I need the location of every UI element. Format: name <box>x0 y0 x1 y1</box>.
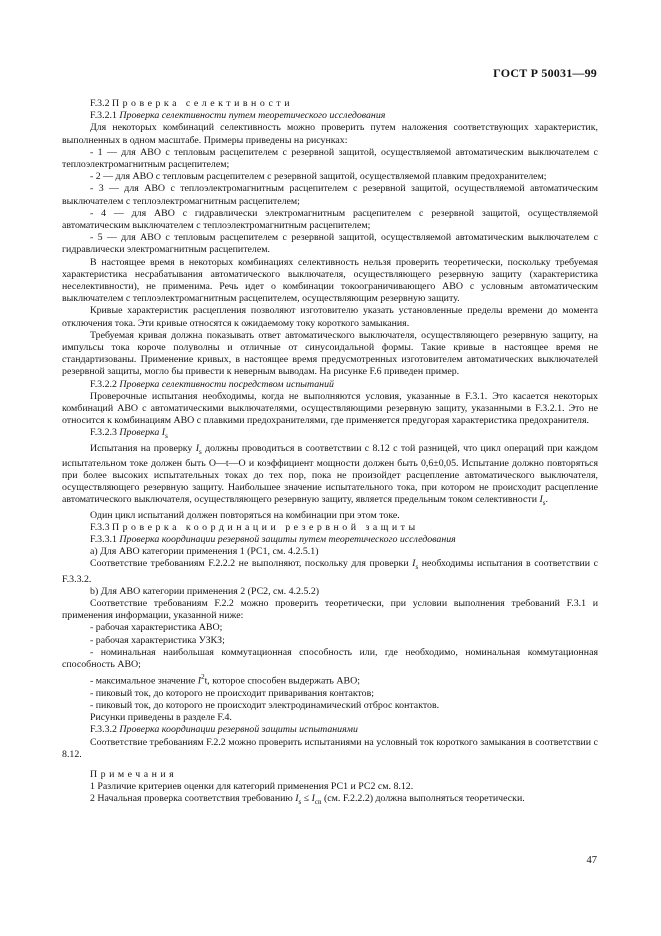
notes-title: Примечания <box>90 768 178 780</box>
symbol-current: I <box>195 442 199 454</box>
text-run: (см. F.2.2.2) должна выполняться теоретически. <box>321 793 525 805</box>
list-item <box>62 671 598 688</box>
list-item: - рабочая характеристика АВО; <box>90 622 223 634</box>
section-title: Проверка координации резервной защиты испытаниями <box>119 724 358 736</box>
symbol-subscript: s <box>542 499 546 508</box>
section-number: F.3.2 <box>90 98 110 109</box>
text-run: - максимальное значение <box>90 675 198 687</box>
text-run: Испытания на проверку <box>90 442 196 454</box>
symbol-subscript: cn <box>314 798 322 807</box>
list-item: - номинальная наибольшая коммутационная способность или, где необходимо, номинальная коммутационная способность АВО; <box>62 646 598 671</box>
list-item: - 3 — для АВО с теплоэлектромагнитным расцепителем с резервной защитой, осуществляемой автоматическим выключателем с теплоэлектромагнитным расцепителем; <box>62 183 598 207</box>
text-run: 2 Начальная проверка соответствия требованию <box>90 793 296 805</box>
section-title: Проверка селективности путем теоретического исследования <box>119 110 386 122</box>
section-number: F.3.2.1 <box>90 110 117 122</box>
symbol-current: I <box>295 793 299 805</box>
section-number: F.3.2.3 <box>90 427 117 439</box>
text-run: ≤ <box>301 793 312 805</box>
section-heading-f33 <box>62 522 598 534</box>
text-run: должны проводиться в соответствии с 8.12 с той разницей, что цикл операций при каждом испытательном токе должен быть О—t—О и коэффициент мощности должен быть 0,6±0,05. Испытание должно повторяться при более высоких испытательных токах до тех пор, пока не произойдет расцепление автоматического выключателя, осуществляющего резервную защиту. Наибольшее значение испытательного тока, при котором не происходит расцепление автоматического выключателя, осуществляющего резервную защиту, является предельным током селективности <box>62 442 598 506</box>
section-heading-f332 <box>62 724 598 736</box>
list-item: - пиковый ток, до которого не происходит приваривания контактов; <box>90 687 375 699</box>
symbol-subscript: s <box>165 432 168 441</box>
symbol-subscript: s <box>298 798 302 807</box>
symbol-superscript: 2 <box>201 673 205 682</box>
list-item: b) Для АВО категории применения 2 (РС2, см. 4.2.5.2) <box>90 585 320 597</box>
paragraph: Для некоторых комбинаций селективность можно проверить путем наложения соответствующих характеристик, выполненных в одном масштабе. Примеры приведены на рисунках: <box>62 122 598 146</box>
section-number: F.3.2.2 <box>90 378 117 390</box>
section-heading-f32 <box>62 98 598 110</box>
list-item: - пиковый ток, до которого не происходит электродинамический отброс контактов. <box>90 699 440 711</box>
list-item: - рабочая характеристика УЗКЗ; <box>90 634 225 646</box>
symbol-subscript: s <box>199 447 202 456</box>
paragraph: Требуемая кривая должна показывать ответ автоматического выключателя, осуществляющего резервную защиту, на импульсы тока короче полуволны и отличные от синусоидальной формы. Такие кривые в настоящее время не стандартизованы. Применение кривых, в настоящее время предусмотренных изготовителем автоматических выключателей резервной защиты, могло бы привести к неверным выводам. На рисунке F.6 приведен пример. <box>62 329 598 378</box>
section-heading-f323 <box>62 427 598 442</box>
symbol-current: I <box>197 675 202 687</box>
page-header-standard: ГОСТ Р 50031—99 <box>493 66 597 80</box>
paragraph: Соответствие требованиям F.2.2 можно проверить теоретически, при условии выполнения требований F.3.1 и применения информации, указанной ниже: <box>62 598 598 622</box>
section-heading-f322 <box>62 379 598 391</box>
list-item: - 5 — для АВО с тепловым расцепителем с резервной защитой, осуществляемой автоматическим выключателем с гидравлически электромагнитным расцепителем. <box>62 232 598 256</box>
section-title: Проверка <box>119 427 162 439</box>
symbol-current: I <box>412 558 416 570</box>
paragraph <box>62 558 598 585</box>
spacer <box>62 761 598 769</box>
list-item: - 2 — для АВО с тепловым расцепителем с резервной защитой, осуществляемой плавким предохранителем; <box>90 171 547 183</box>
section-number: F.3.3 <box>90 521 110 533</box>
section-number: F.3.3.1 <box>90 534 117 546</box>
text-run: Соответствие требованиям F.2.2.2 не выполняют, поскольку для проверки <box>90 558 413 570</box>
section-title: Проверка селективности посредством испытаний <box>119 378 334 390</box>
text-run: . <box>545 494 548 506</box>
list-item: - 1 — для АВО с тепловым расцепителем с резервной защитой, осуществляемой автоматическим выключателем с теплоэлектромагнитным расцепителем; <box>62 146 598 171</box>
section-number: F.3.3.2 <box>90 724 117 736</box>
symbol-subscript: s <box>415 563 419 572</box>
section-heading-f331 <box>62 534 598 546</box>
note-item: 1 Различие критериев оценки для категорий применения РС1 и РС2 см. 8.12. <box>90 781 414 793</box>
paragraph <box>62 443 598 510</box>
symbol-current: I <box>311 793 315 805</box>
paragraph: Кривые характеристик расцепления позволяют изготовителю указать установленные пределы времени до момента отключения тока. Эти кривые относятся к ожидаемому току короткого замыкания. <box>62 305 598 329</box>
paragraph: Рисунки приведены в разделе F.4. <box>90 712 232 724</box>
text-run: t, которое способен выдержать АВО; <box>204 675 360 687</box>
section-title: Проверка селективности <box>111 98 293 109</box>
symbol-current: I <box>161 427 166 439</box>
section-title: Проверка координации резервной защиты <box>111 521 419 533</box>
list-item: - 4 — для АВО с гидравлически электромагнитным расцепителем с резервной защитой, осуществляемой автоматическим выключателем с теплоэлектромагнитным расцепителем; <box>62 207 598 232</box>
paragraph: Один цикл испытаний должен повторяться на комбинации при этом токе. <box>90 509 400 521</box>
page-content <box>62 98 598 809</box>
symbol-current: I <box>539 494 543 506</box>
page-number: 47 <box>586 855 597 866</box>
section-heading-f321 <box>62 110 598 122</box>
section-title: Проверка координации резервной защиты путем теоретического исследования <box>119 534 456 546</box>
list-item: а) Для АВО категории применения 1 (РС1, см. 4.2.5.1) <box>90 546 319 558</box>
note-item <box>62 793 598 808</box>
paragraph: Соответствие требованиям F.2.2 можно проверить испытаниями на условный ток короткого замыкания в соответствии с 8.12. <box>62 736 598 760</box>
text-run: необходимы испытания в соответствии с F.3.3.2. <box>62 558 598 585</box>
paragraph: Проверочные испытания необходимы, когда не выполняются условия, указанные в F.3.1. Это касается некоторых комбинаций АВО с автоматическими выключателями, осуществляющими резервную защиту, указанными в F.3.2.1. Это не относится к комбинациям АВО с плавкими предохранителями, где применяется предугорая характеристика предохранителя. <box>62 390 598 427</box>
paragraph: В настоящее время в некоторых комбинациях селективность нельзя проверить теоретически, поскольку требуемая характеристика несрабатывания автоматического выключателя, осуществляющего резервную защиту (характеристика неселективности), не применима. Речь идет о комбинации токоограничивающего АВО с условным автоматическим выключателем с теплоэлектромагнитным расцепителем, осуществляющим резервную защиту. <box>62 256 598 305</box>
